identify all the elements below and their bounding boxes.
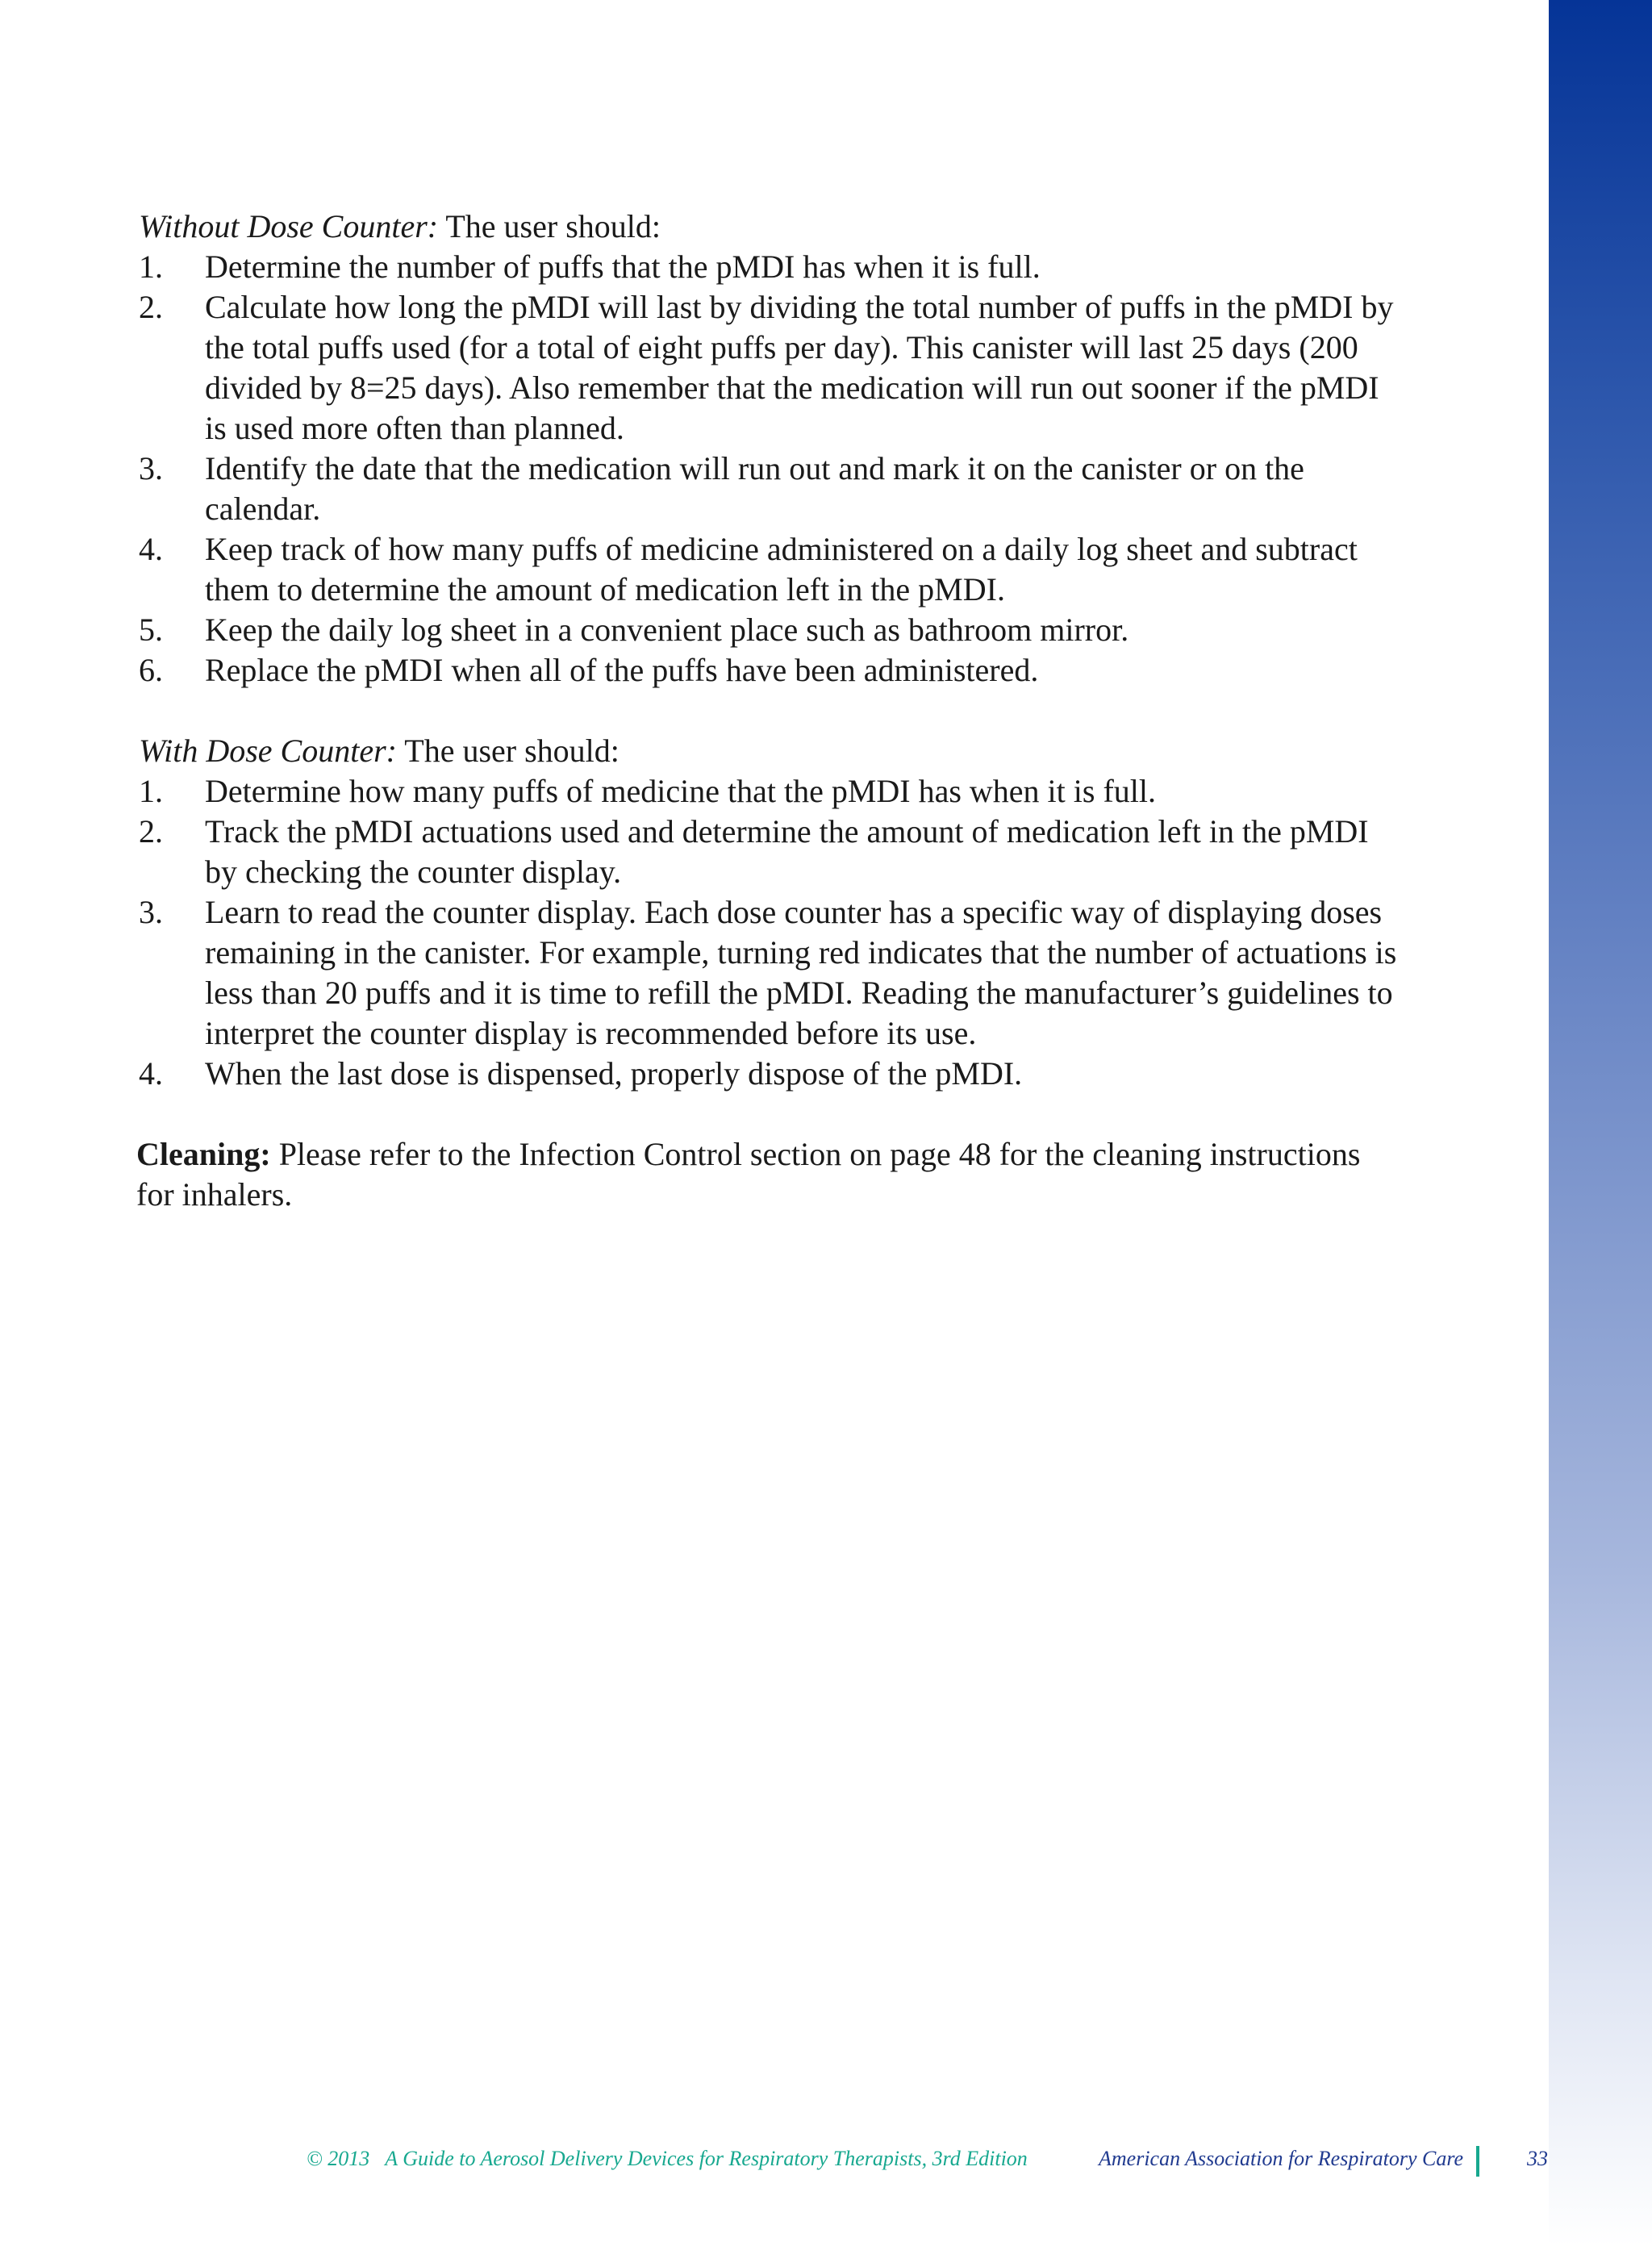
page-footer [0, 2143, 1652, 2175]
step-text: When the last dose is dispensed, properly dispose of the pMDI. [205, 1055, 1023, 1092]
list-item [139, 529, 1397, 610]
with-counter-steps [139, 771, 1397, 1094]
step-number: 6. [139, 652, 163, 688]
step-number: 4. [139, 531, 163, 567]
step-number: 5. [139, 612, 163, 648]
list-item [139, 1054, 1397, 1094]
step-number: 3. [139, 450, 163, 486]
step-text: Learn to read the counter display. Each dose counter has a specific way of displaying doses remaining in the canister. For example, turning red indicates that the number of actuations is less than 20 puffs and it is time to refill the pMDI. Reading the manufacturer’s guidelines to interpret the counter display is recommended before its use. [205, 894, 1397, 1051]
step-number: 1. [139, 248, 163, 285]
list-item [139, 449, 1397, 529]
cleaning-paragraph [136, 1134, 1397, 1215]
step-text: Determine the number of puffs that the pMDI has when it is full. [205, 248, 1041, 285]
heading-italic: With Dose Counter: [139, 733, 397, 769]
step-number: 1. [139, 773, 163, 809]
step-text: Track the pMDI actuations used and determine the amount of medication left in the pMDI by checking the counter display. [205, 813, 1369, 890]
footer-copyright-title: © 2013 A Guide to Aerosol Delivery Devices for Respiratory Therapists, 3rd Edition [307, 2147, 1028, 2170]
without-dose-counter-section [139, 207, 1397, 691]
with-dose-counter-heading [139, 731, 1397, 771]
step-text: Calculate how long the pMDI will last by dividing the total number of puffs in the pMDI by the total puffs used (for a total of eight puffs per day). This canister will last 25 days (200 divided by 8=25 days). Also remember that the medication will run out sooner if the pMDI is used more often than planned. [205, 289, 1394, 446]
page-number: 33 [1527, 2147, 1548, 2170]
footer-organization: American Association for Respiratory Care [1099, 2147, 1464, 2170]
list-item [139, 287, 1397, 449]
step-text: Keep track of how many puffs of medicine administered on a daily log sheet and subtract them to determine the amount of medication left in the pMDI. [205, 531, 1358, 607]
step-text: Identify the date that the medication will run out and mark it on the canister or on the calendar. [205, 450, 1304, 527]
cleaning-label: Cleaning: [136, 1136, 271, 1172]
list-item [139, 771, 1397, 812]
page-content [136, 207, 1397, 1215]
heading-rest: The user should: [396, 733, 620, 769]
list-item [139, 650, 1397, 691]
list-item [139, 610, 1397, 650]
without-dose-counter-heading [139, 207, 1397, 247]
step-number: 2. [139, 289, 163, 325]
list-item [139, 247, 1397, 287]
step-number: 2. [139, 813, 163, 850]
heading-italic: Without Dose Counter: [139, 208, 439, 244]
step-number: 4. [139, 1055, 163, 1092]
heading-rest: The user should: [438, 208, 661, 244]
step-text: Keep the daily log sheet in a convenient place such as bathroom mirror. [205, 612, 1129, 648]
side-color-band [1549, 0, 1652, 2246]
list-item [139, 892, 1397, 1054]
list-item [139, 812, 1397, 892]
step-text: Determine how many puffs of medicine that the pMDI has when it is full. [205, 773, 1157, 809]
with-dose-counter-section [139, 731, 1397, 1094]
footer-separator [1476, 2146, 1479, 2177]
step-text: Replace the pMDI when all of the puffs have been administered. [205, 652, 1039, 688]
without-counter-steps [139, 247, 1397, 691]
cleaning-text: Please refer to the Infection Control section on page 48 for the cleaning instructions for inhalers. [136, 1136, 1361, 1213]
step-number: 3. [139, 894, 163, 930]
